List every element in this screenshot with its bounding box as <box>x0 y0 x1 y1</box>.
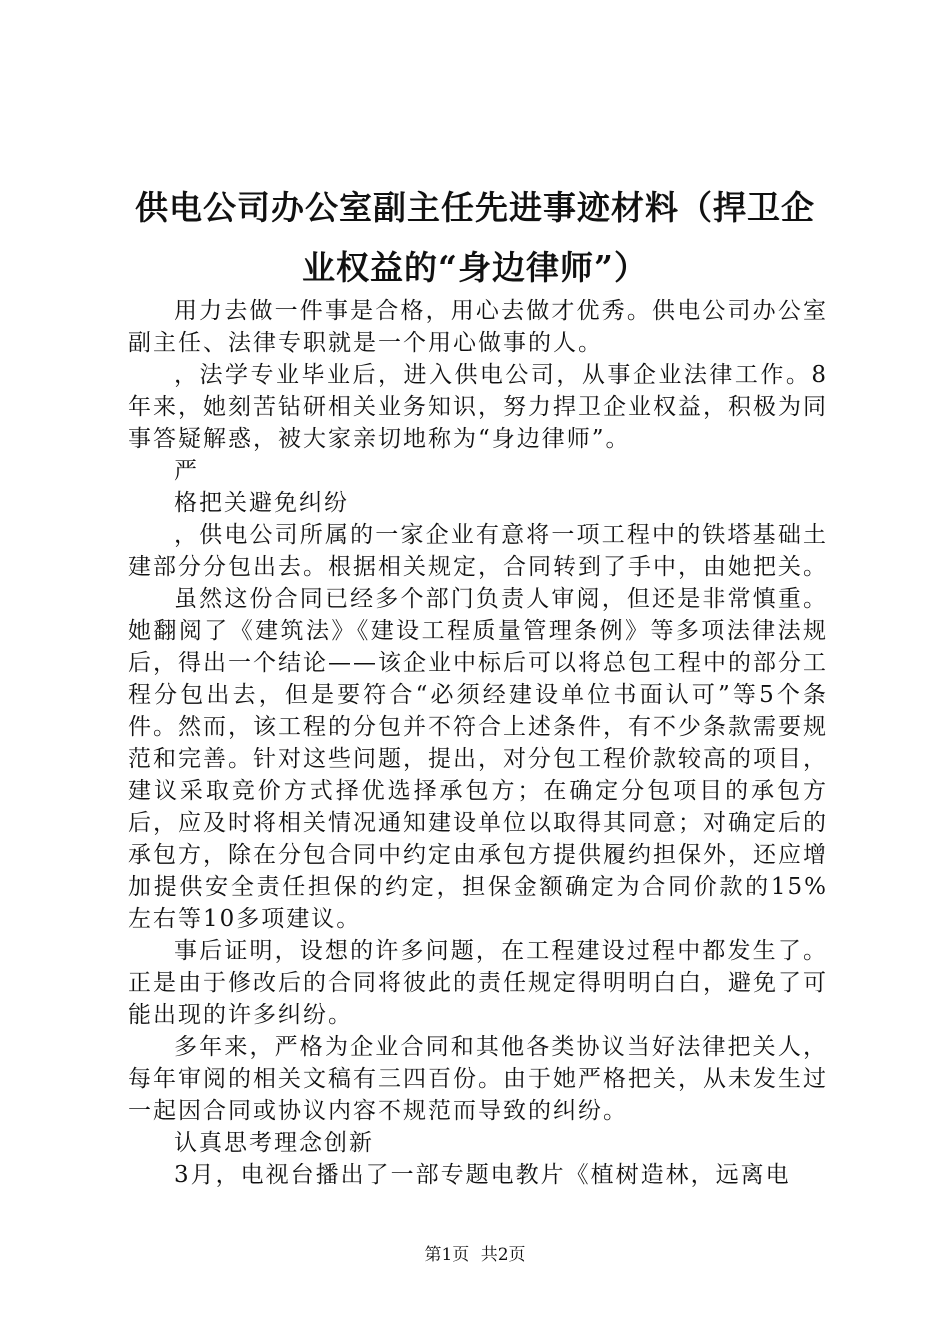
section-heading-fragment: 严 <box>174 458 199 484</box>
document-body <box>128 295 828 1191</box>
paragraph: 虽然这份合同已经多个部门负责人审阅，但还是非常慎重。她翻阅了《建筑法》《建设工程质量管理条例》等多项法律法规后，得出一个结论——该企业中标后可以将总包工程中的部分工程分包出去，但是要符合“必须经建设单位书面认可”等5个条件。然而，该工程的分包并不符合上述条件，有不少条款需要规范和完善。针对这些问题，提出，对分包工程价款较高的项目，建议采取竞价方式择优选择承包方；在确定分包项目的承包方后，应及时将相关情况通知建设单位以取得其同意；对确定后的承包方，除在分包合同中约定由承包方提供履约担保外，还应增加提供安全责任担保的约定，担保金额确定为合同价款的15%左右等10多项建议。 <box>128 586 828 932</box>
paragraph: 多年来，严格为企业合同和其他各类协议当好法律把关人，每年审阅的相关文稿有三四百份。由于她严格把关，从未发生过一起因合同或协议内容不规范而导致的纠纷。 <box>128 1034 828 1124</box>
paragraph: 3月，电视台播出了一部专题电教片《植树造林，远离电 <box>174 1162 791 1188</box>
paragraph: 事后证明，设想的许多问题，在工程建设过程中都发生了。正是由于修改后的合同将彼此的责任规定得明明白白，避免了可能出现的许多纠纷。 <box>128 938 828 1028</box>
paragraph: ，法学专业毕业后，进入供电公司，从事企业法律工作。8年来，她刻苦钻研相关业务知识，努力捍卫企业权益，积极为同事答疑解惑，被大家亲切地称为“身边律师”。 <box>128 362 828 452</box>
page-footer <box>0 1244 950 1266</box>
title-line-1: 供电公司办公室副主任先进事迹材料（捍卫企 <box>135 188 815 227</box>
document-title <box>100 178 850 298</box>
section-heading: 格把关避免纠纷 <box>174 490 349 516</box>
page-total: 共2页 <box>480 1245 526 1265</box>
section-heading: 认真思考理念创新 <box>174 1130 374 1156</box>
paragraph: ，供电公司所属的一家企业有意将一项工程中的铁塔基础土建部分分包出去。根据相关规定，合同转到了手中，由她把关。 <box>128 522 828 580</box>
title-line-2: 业权益的“身边律师”） <box>302 248 648 287</box>
page-number: 第1页 <box>424 1245 470 1265</box>
paragraph: 用力去做一件事是合格，用心去做才优秀。供电公司办公室副主任、法律专职就是一个用心做事的人。 <box>128 298 828 356</box>
